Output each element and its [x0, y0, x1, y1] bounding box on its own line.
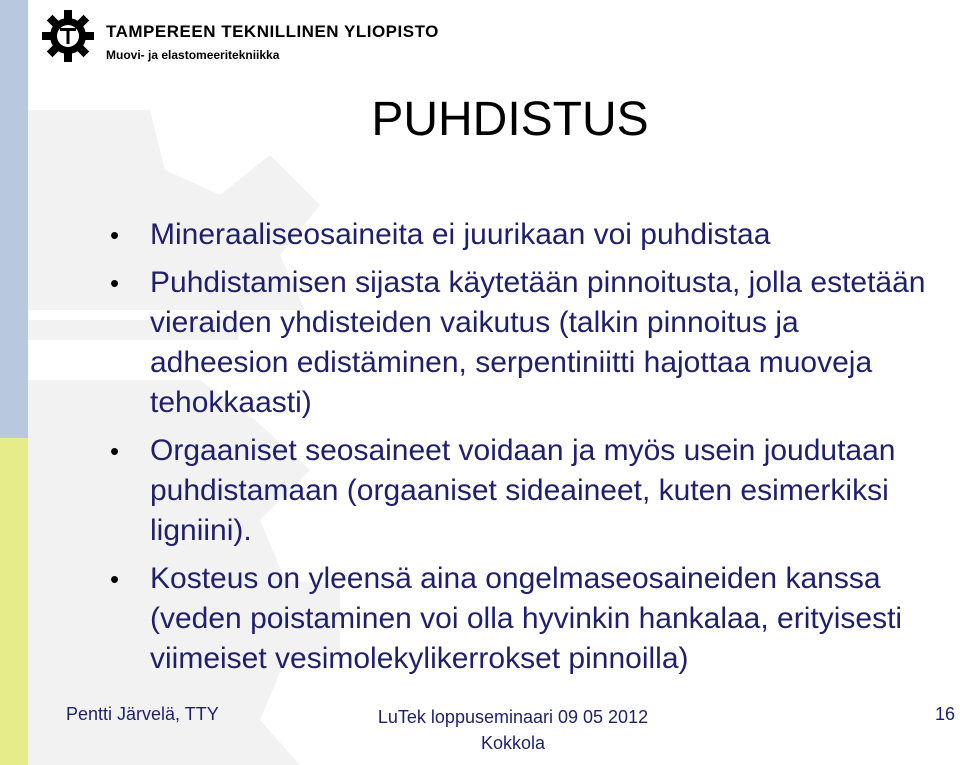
bullet-dot-icon: • — [110, 564, 120, 594]
bullet-text: Orgaaniset seosaineet voidaan ja myös usein joudutaan puhdistamaan (orgaaniset sideaineet, kuten esimerkiksi ligniini). — [150, 434, 896, 547]
bullet-dot-icon: • — [110, 220, 120, 250]
footer-event-line2: Kokkola — [480, 733, 546, 753]
gear-icon — [40, 8, 96, 64]
bullet-dot-icon: • — [110, 268, 120, 298]
bullet-list — [110, 215, 930, 687]
slide-title: PUHDISTUS — [371, 93, 649, 146]
footer-event-line1: LuTek loppuseminaari 09 05 2012 — [377, 707, 649, 727]
footer-event — [368, 704, 658, 756]
page-number: 16 — [935, 704, 956, 724]
logo-subtitle: Muovi- ja elastomeeritekniikka — [106, 48, 280, 62]
bullet-text: Puhdistamisen sijasta käytetään pinnoitusta, jolla estetään vieraiden yhdisteiden vaikutus (talkin pinnoitus ja adheesion edistäminen, serpentiniitti hajottaa muoveja tehokkaasti) — [150, 266, 926, 419]
bullet-item — [110, 215, 930, 255]
bullet-item — [110, 263, 930, 423]
bullet-text: Kosteus on yleensä aina ongelmaseosaineiden kanssa (veden poistaminen voi olla hyvinkin hankalaa, erityisesti viimeiset vesimolekylikerrokset pinnoilla) — [150, 562, 903, 675]
bullet-dot-icon: • — [110, 436, 120, 466]
bullet-item — [110, 559, 930, 679]
bullet-text: Mineraaliseosaineita ei juurikaan voi puhdistaa — [150, 218, 771, 251]
footer-author: Pentti Järvelä, TTY — [66, 704, 219, 724]
university-logo — [40, 8, 460, 66]
bullet-item — [110, 431, 930, 551]
logo-title: TAMPEREEN TEKNILLINEN YLIOPISTO — [106, 22, 439, 41]
